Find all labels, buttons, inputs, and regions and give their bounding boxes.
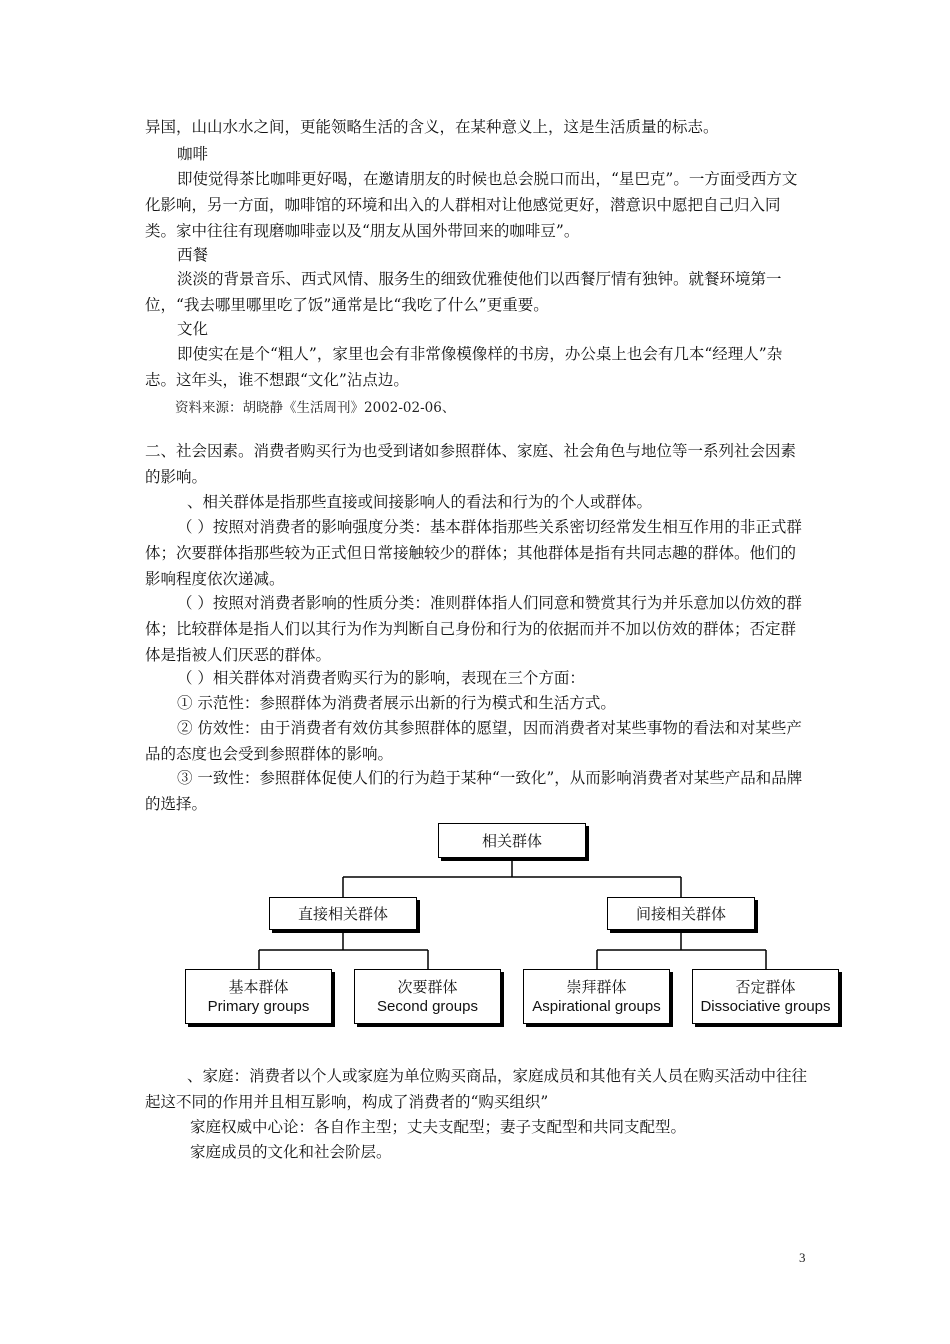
direct-group-label: 直接相关群体 xyxy=(297,904,388,923)
heading-culture: 文化 xyxy=(177,320,209,338)
source-citation: 资料来源：胡晓静《生活周刊》2002-02-06、 xyxy=(175,400,456,416)
paragraph-social-factors: 二、社会因素。消费者购买行为也受到诸如参照群体、家庭、社会角色与地位等一系列社会因素的影响。 xyxy=(145,442,797,486)
paragraph-reference-group-def: 、相关群体是指那些直接或间接影响人的看法和行为的个人或群体。 xyxy=(187,493,653,511)
diagram-secondary-group-node xyxy=(354,969,501,1024)
diagram-indirect-group-node xyxy=(607,897,755,930)
diagram-direct-group-node xyxy=(269,897,417,930)
secondary-group-cn: 次要群体 xyxy=(397,977,458,996)
heading-coffee: 咖啡 xyxy=(177,145,209,163)
page-number: 3 xyxy=(799,1250,806,1265)
secondary-group-en: Second groups xyxy=(377,997,478,1015)
paragraph-western-food: 淡淡的背景音乐、西式风情、服务生的细致优雅使他们以西餐厅情有独钟。就餐环境第一位，“我去哪里哪里吃了饭”通常是比“我吃了什么”更重要。 xyxy=(145,270,782,314)
paragraph-demonstration: ① 示范性：参照群体为消费者展示出新的行为模式和生活方式。 xyxy=(177,694,616,712)
paragraph-influence-intro: （ ）相关群体对消费者购买行为的影响，表现在三个方面： xyxy=(177,669,585,687)
paragraph-culture: 即使实在是个“粗人”，家里也会有非常像模像样的书房，办公桌上也会有几本“经理人”杂志。这年头，谁不想跟“文化”沾点边。 xyxy=(145,345,783,389)
diagram-dissociative-group-node xyxy=(692,969,839,1024)
paragraph-family: 、家庭：消费者以个人或家庭为单位购买商品，家庭成员和其他有关人员在购买活动中往往起这不同的作用并且相互影响，构成了消费者的“购买组织” xyxy=(145,1067,808,1111)
primary-group-cn: 基本群体 xyxy=(228,977,289,996)
diagram-primary-group-node xyxy=(185,969,332,1024)
paragraph-by-nature: （ ）按照对消费者影响的性质分类：准则群体指人们同意和赞赏其行为并乐意加以仿效的群体；比较群体是指人们以其行为作为判断自己身份和行为的依据而并不加以仿效的群体；否定群体是指被人们厌恶的群体。 xyxy=(145,594,802,664)
paragraph-family-culture: 家庭成员的文化和社会阶层。 xyxy=(190,1143,392,1161)
diagram-root-node xyxy=(438,823,586,858)
dissociative-group-cn: 否定群体 xyxy=(735,977,796,996)
dissociative-group-en: Dissociative groups xyxy=(700,997,831,1015)
aspirational-group-en: Aspirational groups xyxy=(532,997,661,1015)
primary-group-en: Primary groups xyxy=(207,997,310,1015)
paragraph-by-intensity: （ ）按照对消费者的影响强度分类：基本群体指那些关系密切经常发生相互作用的非正式群体；次要群体指那些较为正式但日常接触较少的群体；其他群体是指有共同志趣的群体。他们的影响程度依次递减。 xyxy=(145,518,802,588)
paragraph-imitation: ② 仿效性：由于消费者有效仿其参照群体的愿望，因而消费者对某些事物的看法和对某些产品的态度也会受到参照群体的影响。 xyxy=(145,719,802,763)
indirect-group-label: 间接相关群体 xyxy=(635,904,726,923)
paragraph-consistency: ③ 一致性：参照群体促使人们的行为趋于某种“一致化”，从而影响消费者对某些产品和品牌的选择。 xyxy=(145,769,803,813)
paragraph-family-authority: 家庭权威中心论：各自作主型；丈夫支配型；妻子支配型和共同支配型。 xyxy=(190,1118,687,1136)
paragraph-coffee: 即使觉得茶比咖啡更好喝，在邀请朋友的时候也总会脱口而出，“星巴克”。一方面受西方文化影响，另一方面，咖啡馆的环境和出入的人群相对让他感觉更好，潜意识中愿把自己归入同类。家中往往有现磨咖啡壶以及“朋友从国外带回来的咖啡豆”。 xyxy=(145,170,798,240)
root-node-label: 相关群体 xyxy=(481,831,542,850)
aspirational-group-cn: 崇拜群体 xyxy=(566,977,627,996)
diagram-aspirational-group-node xyxy=(523,969,670,1024)
heading-western-food: 西餐 xyxy=(177,246,209,264)
paragraph-lifestyle-end: 异国，山山水水之间，更能领略生活的含义，在某种意义上，这是生活质量的标志。 xyxy=(145,118,719,136)
